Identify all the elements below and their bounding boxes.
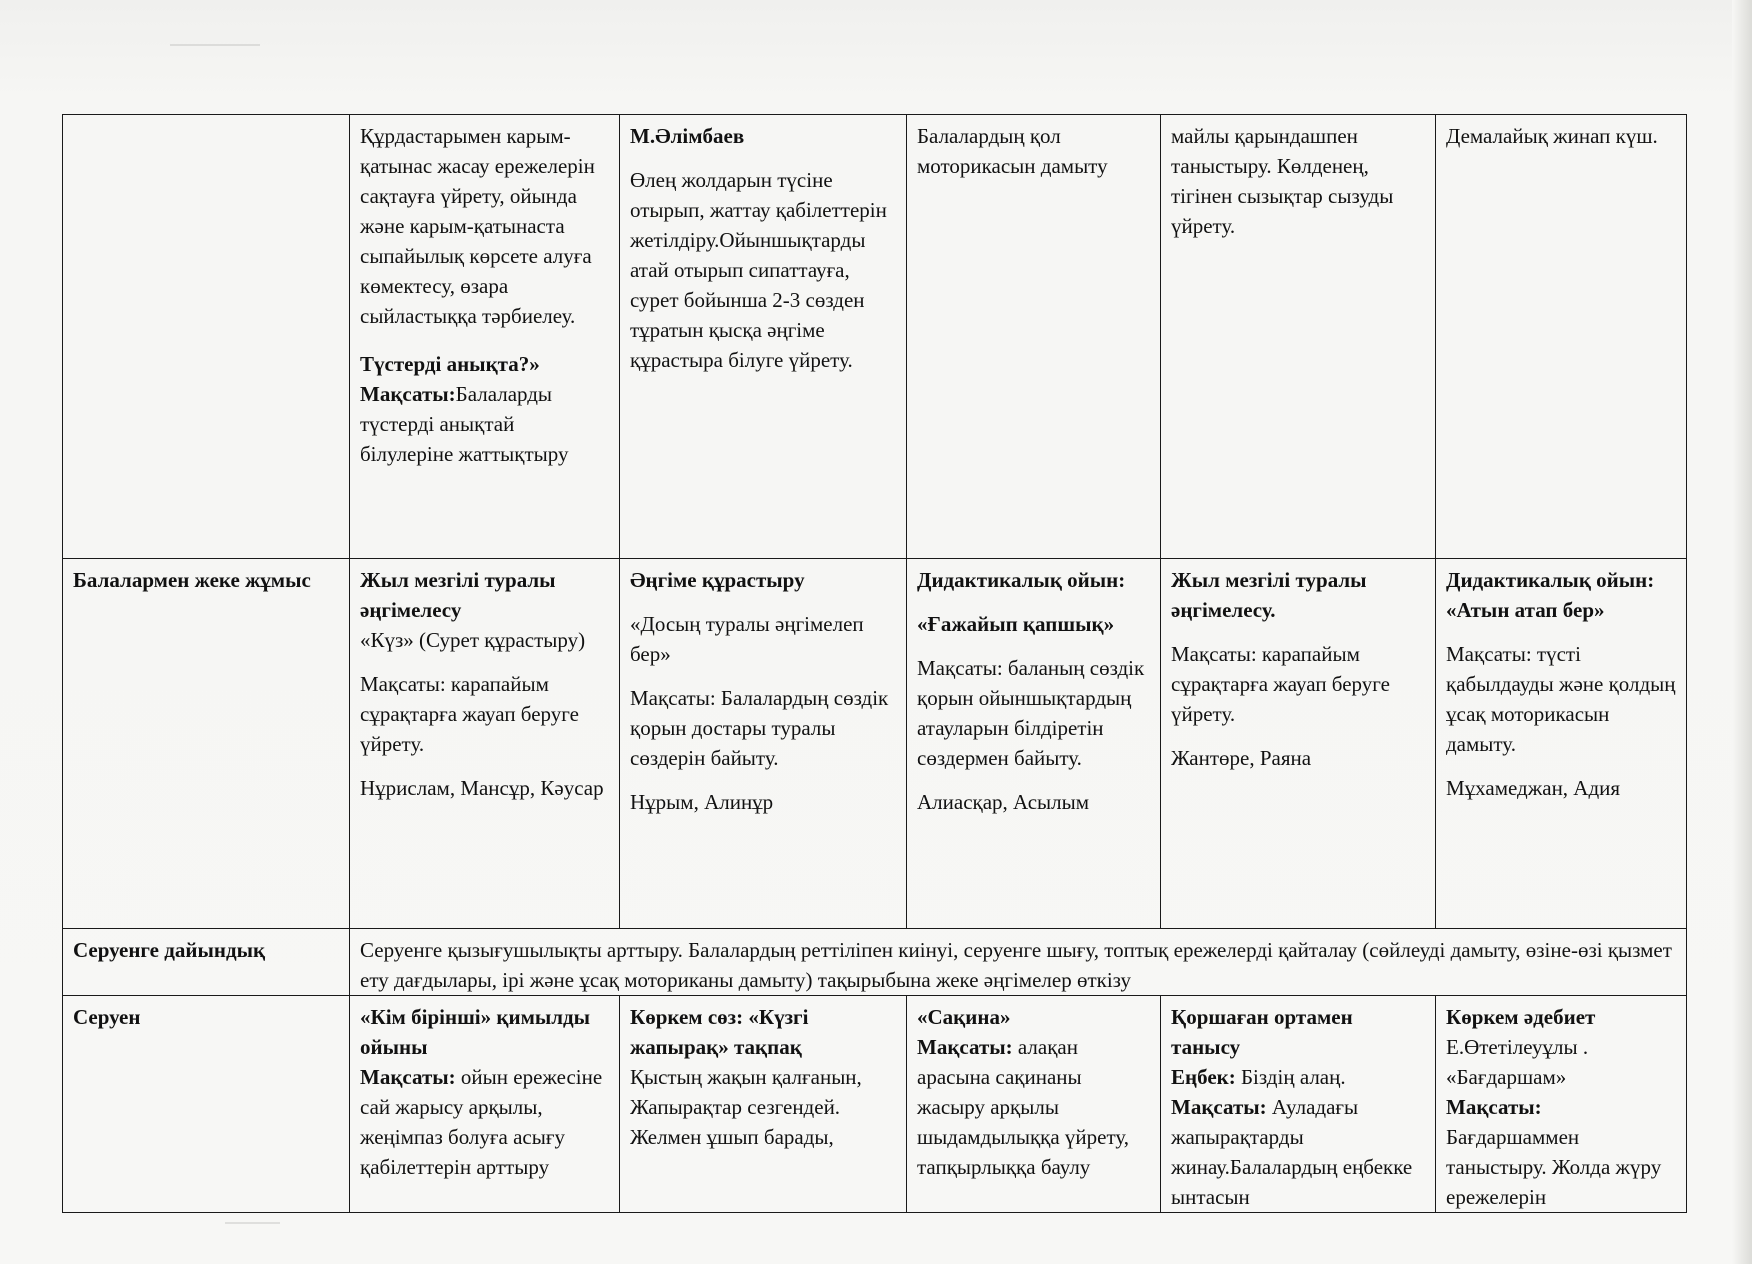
cell-text: Құрдастарымен карым-қатынас жасау ережелерін сақтауға үйрету, ойында және карым-қатынаста сыпайылық көрсете алуға көмектесу, өзара сыйластыққа тәрбиелеу. — [360, 124, 595, 328]
table-cell — [1161, 559, 1436, 929]
table-cell — [1161, 996, 1436, 1213]
cell-text: Мақсаты: баланың сөздік қорын ойыншықтардың атауларын білдіретін сөздермен байыту. — [917, 656, 1145, 770]
row-label: Серуен — [63, 996, 350, 1213]
row-label: Балалармен жеке жұмыс — [63, 559, 350, 929]
table-cell — [1436, 115, 1687, 559]
cell-text: Мақсаты: карапайым сұрақтарға жауап беруге үйрету. — [1171, 642, 1390, 726]
cell-text: Біздің алаң. — [1235, 1065, 1346, 1089]
cell-text: Нұрым, Алинұр — [630, 790, 774, 814]
table-cell — [907, 115, 1161, 559]
table-row — [63, 996, 1687, 1213]
cell-text: Бағдаршаммен таныстыру. Жолда жүру ережелерін — [1446, 1125, 1662, 1209]
cell-text: Өлең жолдарын түсіне отырып, жаттау қабілеттерін жетілдіру.Ойыншықтарды атай отырып сипаттауға, сурет бойынша 2-3 сөзден тұратын қысқа әңгіме құрастыра білуге үйрету. — [630, 168, 887, 372]
table-cell — [1161, 115, 1436, 559]
cell-heading: Еңбек: — [1171, 1065, 1236, 1089]
table-cell — [907, 996, 1161, 1213]
cell-text: Қыстың жақын қалғанын, Жапырақтар сезгендей. Желмен ұшып барады, — [630, 1065, 862, 1149]
table-cell — [907, 559, 1161, 929]
cell-heading: Мақсаты: — [1171, 1095, 1267, 1119]
cell-text: Мақсаты: карапайым сұрақтарға жауап беруге үйрету. — [360, 672, 579, 756]
cell-heading: Түстерді анықта?» — [360, 352, 540, 376]
table-cell — [620, 559, 907, 929]
cell-text: Балаларды түстерді анықтай білулеріне жаттықтыру — [360, 382, 569, 466]
cell-heading: Дидактикалық ойын: — [917, 568, 1126, 592]
cell-text: Мақсаты: түсті қабылдауды және қолдың ұсақ моторикасын дамыту. — [1446, 642, 1676, 756]
table-cell — [620, 115, 907, 559]
table-row — [63, 929, 1687, 996]
table-cell — [350, 996, 620, 1213]
page-edge-shadow — [1732, 0, 1752, 1264]
cell-heading: Мақсаты: — [917, 1035, 1013, 1059]
cell-text: Демалайық жинап күш. — [1446, 124, 1658, 148]
cell-heading: Жыл мезгілі туралы әңгімелесу. — [1171, 568, 1367, 622]
cell-text: Жантөре, Раяна — [1171, 746, 1312, 770]
table-row — [63, 559, 1687, 929]
table-cell — [1436, 996, 1687, 1213]
lesson-plan-table — [62, 114, 1687, 1213]
cell-text: Мақсаты: Балалардың сөздік қорын достары туралы сөздерін байыту. — [630, 686, 889, 770]
cell-text: Балалардың қол моторикасын дамыту — [917, 124, 1108, 178]
cell-heading: Дидактикалық ойын: «Атын атап бер» — [1446, 568, 1655, 622]
table-cell — [350, 115, 620, 559]
cell-heading: «Ғажайып қапшық» — [917, 612, 1115, 636]
cell-text: «Досың туралы әңгімелеп бер» — [630, 612, 864, 666]
cell-heading: Жыл мезгілі туралы әңгімелесу — [360, 568, 556, 622]
cell-text: «Күз» (Сурет құрастыру) — [360, 628, 586, 652]
table-cell — [1436, 559, 1687, 929]
cell-heading: «Сақина» — [917, 1005, 1011, 1029]
table-row — [63, 115, 1687, 559]
cell-text: Ауладағы жапырақтарды жинау.Балалардың еңбекке ынтасын — [1171, 1095, 1413, 1209]
cell-text: майлы қарындашпен таныстыру. Көлденең, тігінен сызықтар сызуды үйрету. — [1171, 124, 1394, 238]
cell-heading: Қоршаған ортамен танысу — [1171, 1005, 1353, 1059]
cell-text: Алиасқар, Асылым — [917, 790, 1089, 814]
table-cell — [350, 559, 620, 929]
cell-heading: «Кім бірінші» қимылды ойыны — [360, 1005, 591, 1059]
cell-heading: Көркем әдебиет — [1446, 1005, 1596, 1029]
cell-heading: Мақсаты: — [360, 382, 456, 406]
cell-heading: Мақсаты: — [360, 1065, 456, 1089]
cell-text: Е.Өтетілеуұлы . «Бағдаршам» — [1446, 1035, 1589, 1089]
cell-text: алақан арасына сақинаны жасыру арқылы шыдамдылыққа үйрету, тапқырлыққа баулу — [917, 1035, 1130, 1179]
cell-heading: Көркем сөз: «Күзгі жапырақ» тақпақ — [630, 1005, 809, 1059]
table-cell — [620, 996, 907, 1213]
row-label: Серуенге дайындық — [63, 929, 350, 996]
cell-text: Мұхамеджан, Адия — [1446, 776, 1621, 800]
cell-text: Нұрислам, Мансұр, Кәусар — [360, 776, 604, 800]
cell-heading: М.Әлімбаев — [630, 124, 745, 148]
row-label — [63, 115, 350, 559]
scan-mark — [170, 44, 260, 46]
cell-heading: Әңгіме құрастыру — [630, 568, 805, 592]
merged-cell: Серуенге қызығушылықты арттыру. Балалардың реттіліпен киінуі, серуенге шығу, топтық ережелерді қайталау (сөйлеуді дамыту, өзіне-өзі қызмет ету дағдылары, ірі және ұсақ моториканы дамыту) тақырыбына жеке әңгімелер өткізу — [350, 929, 1687, 996]
cell-heading: Мақсаты: — [1446, 1095, 1542, 1119]
scan-mark — [225, 1222, 280, 1224]
cell-text: ойын ережесіне сай жарысу арқылы, жеңімпаз болуға асығу қабілеттерін арттыру — [360, 1065, 603, 1179]
